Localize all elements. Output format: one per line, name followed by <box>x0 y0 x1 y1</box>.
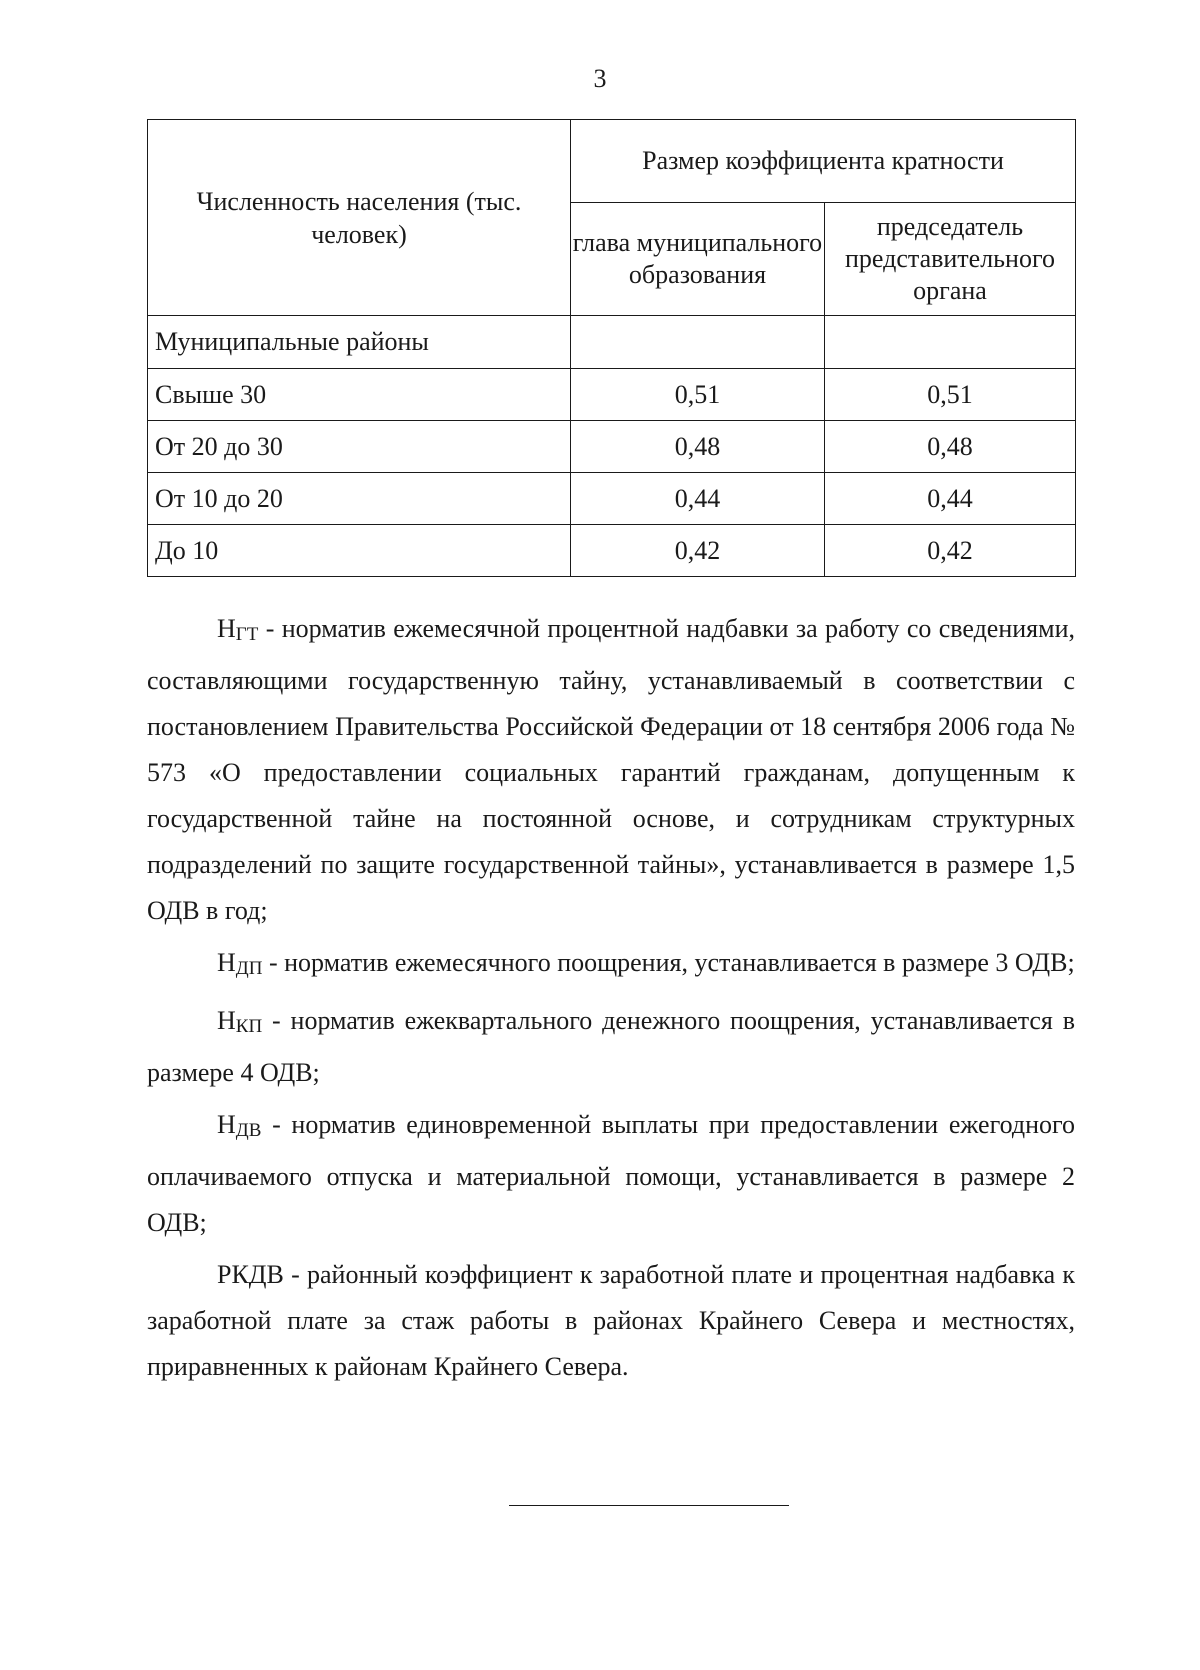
page-number: 3 <box>593 64 607 93</box>
header-population-label: Численность населения (тыс. человек) <box>196 186 522 249</box>
section-municipal-districts: Муниципальные районы <box>148 316 571 369</box>
row-chair-value: 0,42 <box>825 525 1076 577</box>
paragraph-ngt <box>147 606 1075 934</box>
header-municipal-head: глава муниципального образования <box>571 203 825 316</box>
section-empty-cell <box>825 316 1076 369</box>
row-label: От 10 до 20 <box>148 473 571 525</box>
row-head-value: 0,44 <box>571 473 825 525</box>
table-row <box>148 525 1076 577</box>
ngt-subscript: ГТ <box>235 624 259 645</box>
nkp-symbol: Н <box>217 1006 236 1035</box>
coefficient-table <box>147 119 1076 577</box>
section-empty-cell <box>571 316 825 369</box>
header-coefficient: Размер коэффициента кратности <box>571 120 1076 203</box>
ndp-text: - норматив ежемесячного поощрения, устанавливается в размере 3 ОДВ; <box>262 948 1075 977</box>
ngt-text: - норматив ежемесячной процентной надбавки за работу со сведениями, составляющими государственную тайну, устанавливаемый в соответствии с постановлением Правительства Российской Федерации от 18 сентября 2006 года № 573 «О предоставлении социальных гарантий гражданам, допущенным к государственной тайне на постоянной основе, и сотрудникам структурных подразделений по защите государственной тайны», устанавливается в размере 1,5 ОДВ в год; <box>147 614 1075 925</box>
paragraph-ndp <box>147 940 1075 992</box>
table-row <box>148 369 1076 421</box>
row-head-value: 0,51 <box>571 369 825 421</box>
ndp-subscript: ДП <box>235 958 263 979</box>
row-label: От 20 до 30 <box>148 421 571 473</box>
ngt-symbol: Н <box>217 614 236 643</box>
paragraph-ndv <box>147 1102 1075 1246</box>
row-chair-value: 0,51 <box>825 369 1076 421</box>
ndv-text: - норматив единовременной выплаты при предоставлении ежегодного оплачиваемого отпуска и материальной помощи, устанавливается в размере 2 ОДВ; <box>147 1110 1075 1237</box>
paragraph-rkdv: РКДВ - районный коэффициент к заработной плате и процентная надбавка к заработной плате за стаж работы в районах Крайнего Севера и местностях, приравненных к районам Крайнего Севера. <box>147 1260 1075 1381</box>
header-population <box>148 120 571 316</box>
row-chair-value: 0,48 <box>825 421 1076 473</box>
row-label: Свыше 30 <box>148 369 571 421</box>
ndv-subscript: ДВ <box>235 1120 262 1141</box>
row-head-value: 0,48 <box>571 421 825 473</box>
ndv-symbol: Н <box>217 1110 236 1139</box>
row-label: До 10 <box>148 525 571 577</box>
end-of-document-rule <box>509 1505 789 1506</box>
table-row <box>148 473 1076 525</box>
table-row <box>148 421 1076 473</box>
nkp-subscript: КП <box>235 1016 263 1037</box>
nkp-text: - норматив ежеквартального денежного поощрения, устанавливается в размере 4 ОДВ; <box>147 1006 1075 1087</box>
header-council-chair: председатель представительного органа <box>825 203 1076 316</box>
row-head-value: 0,42 <box>571 525 825 577</box>
row-chair-value: 0,44 <box>825 473 1076 525</box>
ndp-symbol: Н <box>217 948 236 977</box>
document-body <box>147 606 1075 1390</box>
paragraph-nkp <box>147 998 1075 1096</box>
